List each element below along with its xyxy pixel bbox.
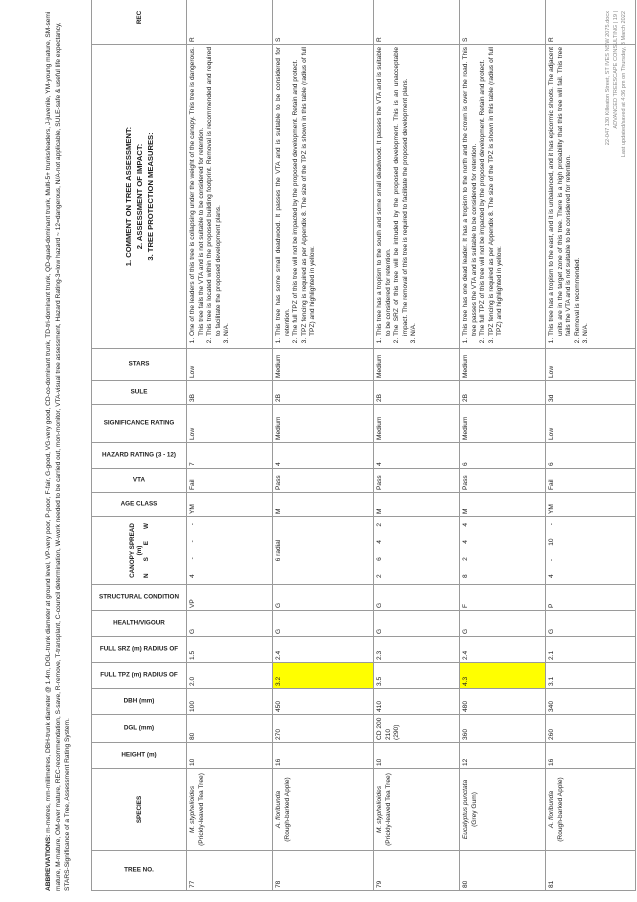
header-hazard: HAZARD RATING (3 - 12) (92, 443, 187, 469)
canopy-title: CANOPY SPREAD (m) (128, 523, 143, 578)
cell-tpz: 4.3 (460, 663, 546, 689)
cell-health: G (187, 611, 273, 637)
comment-item: 3. TPZ fencing is required as per Appendix 8. The size of the TPZ is shown in this table (radius of full TPZ) and highlighted in yellow. (488, 47, 505, 336)
table-row (273, 0, 374, 891)
cell-age: M (374, 493, 460, 517)
cell-comments (374, 45, 460, 349)
cell-srz: 1.5 (187, 637, 273, 663)
canopy-value: 8 (462, 574, 469, 578)
cell-significance: Medium (460, 405, 546, 443)
cell-health: G (374, 611, 460, 637)
cell-species (374, 769, 460, 851)
cell-srz: 2.1 (546, 637, 636, 663)
rotated-page (44, 11, 634, 891)
header-stars: STARS (92, 349, 187, 381)
table-row (460, 0, 546, 891)
cell-structural: F (460, 585, 546, 611)
cell-health: G (460, 611, 546, 637)
cell-canopy (460, 517, 546, 585)
footer-saved: Last updated/saved at 4:36 pm on Thursday, 3 March 2022 (621, 11, 627, 158)
cell-hazard: 4 (374, 443, 460, 469)
canopy-values (462, 519, 471, 582)
table-row (187, 0, 273, 891)
dir-s: S (142, 557, 150, 562)
species-scientific: A. floribunda (548, 790, 555, 829)
canopy-value: - (548, 523, 555, 526)
comment-heading-2: 2. ASSESSMENT OF IMPACT: (134, 143, 144, 250)
table-row (374, 0, 460, 891)
cell-height: 16 (273, 743, 374, 769)
canopy-value: 4 (462, 540, 469, 544)
cell-stars: Low (546, 349, 636, 381)
canopy-values (376, 519, 385, 582)
species-scientific: M. styphelioides (376, 785, 383, 834)
cell-dgl: CD 200 210 (290) (374, 715, 460, 743)
comment-item: 1. This tree has some small deadwood. It passes the VTA and is suitable to be considered for retention. (275, 47, 292, 336)
cell-dgl: 270 (273, 715, 374, 743)
comment-item: 1. This tree has a tropism to the east, and it is unbalanced, and it has epicormic shoots. The adjacent units are in the target zone of this tree. There is a high probability that this tree will fail. This tree fails the VTA and is not suitable to be considered for retention. (548, 47, 574, 336)
header-rec: REC (92, 0, 187, 45)
canopy-value: - (189, 523, 196, 526)
cell-tpz: 2.0 (187, 663, 273, 689)
cell-sule: 2B (273, 381, 374, 405)
header-canopy (92, 517, 187, 585)
cell-stars: Medium (374, 349, 460, 381)
header-height: HEIGHT (m) (92, 743, 187, 769)
header-species: SPECIES (92, 769, 187, 851)
cell-significance: Low (546, 405, 636, 443)
comment-item: 1. One of the leaders of this tree is collapsing under the weight of the canopy. This tree is dangerous. This tree fails the VTA and is not suitable to be considered for retention. (189, 47, 206, 336)
species-common: (Prickly-leaved Tea Tree) (197, 773, 205, 846)
canopy-value: - (189, 557, 196, 560)
canopy-value: 2 (376, 523, 383, 527)
cell-canopy (374, 517, 460, 585)
comment-item: 2. The full TPZ of this tree will not be impacted by the proposed development. Retain and protect. (479, 47, 488, 336)
comments-list (462, 47, 505, 346)
cell-age: YM (187, 493, 273, 517)
cell-sule: 2B (460, 381, 546, 405)
header-tpz: FULL TPZ (m) RADIUS OF (92, 663, 187, 689)
canopy-value: - (548, 558, 555, 562)
canopy-value: 6 (376, 557, 383, 561)
cell-tree-no: 77 (187, 851, 273, 891)
cell-structural: P (546, 585, 636, 611)
comments-list (548, 47, 591, 346)
canopy-value: - (189, 540, 196, 543)
canopy-values (189, 519, 198, 582)
cell-structural: VP (187, 585, 273, 611)
cell-dbh: 410 (374, 689, 460, 715)
header-row (92, 0, 187, 891)
cell-sule: 3d (546, 381, 636, 405)
cell-height: 12 (460, 743, 546, 769)
cell-canopy (546, 517, 636, 585)
cell-dgl: 80 (187, 715, 273, 743)
comment-item: 1. This tree has one dead leader. It has a tropism to the north and the crown is over the road. This tree passes the VTA and is suitable to be considered for retention. (462, 47, 479, 336)
cell-tpz: 3.2 (273, 663, 374, 689)
cell-age: M (273, 493, 374, 517)
dir-n: N (142, 573, 150, 578)
cell-rec: R (374, 0, 460, 45)
canopy-directions (143, 519, 150, 582)
cell-vta: Fail (187, 469, 273, 493)
cell-health: G (546, 611, 636, 637)
header-dbh: DBH (mm) (92, 689, 187, 715)
cell-tree-no: 80 (460, 851, 546, 891)
cell-significance: Medium (273, 405, 374, 443)
cell-srz: 2.4 (273, 637, 374, 663)
species-common: (Prickly-leaved Tea Tree) (384, 773, 392, 846)
cell-rec: S (460, 0, 546, 45)
canopy-values (548, 519, 557, 582)
cell-structural: G (273, 585, 374, 611)
canopy-value: 10 (548, 538, 555, 546)
cell-rec: R (187, 0, 273, 45)
cell-stars: Medium (273, 349, 374, 381)
species-scientific: Eucalyptus punctata (462, 779, 469, 840)
cell-structural: G (374, 585, 460, 611)
cell-canopy: 6 radial (273, 517, 374, 585)
header-health: HEALTH/VIGOUR (92, 611, 187, 637)
header-sule: SULE (92, 381, 187, 405)
comment-item: 3. N/A. (223, 47, 232, 336)
cell-tree-no: 78 (273, 851, 374, 891)
cell-tpz: 3.1 (546, 663, 636, 689)
cell-tree-no: 79 (374, 851, 460, 891)
cell-vta: Fail (546, 469, 636, 493)
species-scientific: A. floribunda (275, 790, 282, 829)
cell-tpz: 3.5 (374, 663, 460, 689)
cell-sule: 3B (187, 381, 273, 405)
comments-list (189, 47, 232, 346)
cell-significance: Low (187, 405, 273, 443)
tree-assessment-table (91, 0, 636, 891)
cell-hazard: 4 (273, 443, 374, 469)
abbreviations-lead: ABBREVIATIONS: (45, 834, 52, 891)
canopy-value: 2 (376, 574, 383, 578)
canopy-value: 4 (189, 574, 196, 578)
header-structural: STRUCTURAL CONDITION (92, 585, 187, 611)
cell-height: 10 (187, 743, 273, 769)
cell-significance: Medium (374, 405, 460, 443)
abbreviations-key (44, 11, 90, 891)
comment-heading-3: 3. TREE PROTECTION MEASURES: (145, 132, 155, 261)
cell-health: G (273, 611, 374, 637)
cell-srz: 2.4 (460, 637, 546, 663)
cell-stars: Medium (460, 349, 546, 381)
canopy-value: 4 (462, 523, 469, 527)
cell-age: M (460, 493, 546, 517)
cell-height: 10 (374, 743, 460, 769)
cell-dbh: 480 (460, 689, 546, 715)
cell-rec: S (273, 0, 374, 45)
comment-heading-1: 1. COMMENT ON TREE ASSESSMENT: (123, 126, 133, 267)
cell-vta: Pass (273, 469, 374, 493)
cell-dgl: 260 (546, 715, 636, 743)
species-common: (Grey Gum) (470, 792, 478, 827)
canopy-value: 2 (462, 557, 469, 561)
cell-species (546, 769, 636, 851)
cell-vta: Pass (460, 469, 546, 493)
comments-list (275, 47, 318, 346)
cell-dgl: 360 (460, 715, 546, 743)
comment-item: 3. N/A. (410, 47, 419, 336)
comment-item: 3. TPZ fencing is required as per Appendix 8. The size of the TPZ is shown in this table (radius of full TPZ) and highlighted in yellow. (301, 47, 318, 336)
cell-sule: 2B (374, 381, 460, 405)
cell-comments (460, 45, 546, 349)
cell-dbh: 100 (187, 689, 273, 715)
dir-w: W (142, 523, 150, 529)
comments-list (376, 47, 419, 346)
footer-file: 22-047 130 Killeaton Street, ST IVES NSW 2075.docx (605, 11, 611, 146)
header-vta: VTA (92, 469, 187, 493)
cell-species (187, 769, 273, 851)
header-age: AGE CLASS (92, 493, 187, 517)
abbreviations-text: m-metres, mm-millimetres, DBH-trunk diameter @ 1.4m, DGL-trunk diameter at ground level, VP-very poor, P-poor, F-fair, G-good, VG-very good, CD-co-dominant trunk, TD-tri-dominant trunk, QD-quad-dominant trunk, Multi-5+ trunks/leaders, J-juvenile, YM-young mature, SM-semi mature, M-mature, OM-over mature, REC-recommendation, S-save, R-remove, T-transplant, C-council determination, W-work needed to be carried out, mon-monitor, VTA-visual tree assessment, Hazard Rating-3=low hazard ~ 12=dangerous, N/A-not applicable, SULE-safe & useful life expectancy, STARS-Significance of a Tree, Assessment Rating System. (45, 11, 72, 891)
cell-height: 16 (546, 743, 636, 769)
cell-rec: R (546, 0, 636, 45)
comment-item: 2. The full TPZ of this tree will not be impacted by the proposed development. Retain and protect. (292, 47, 301, 336)
cell-dbh: 450 (273, 689, 374, 715)
cell-hazard: 7 (187, 443, 273, 469)
page-footer (604, 11, 628, 331)
cell-stars: Low (187, 349, 273, 381)
cell-hazard: 6 (460, 443, 546, 469)
cell-comments (273, 45, 374, 349)
header-srz: FULL SRZ (m) RADIUS OF (92, 637, 187, 663)
header-tree-no: TREE NO. (92, 851, 187, 891)
species-common: (Rough-barked Apple) (556, 777, 564, 842)
footer-company: ADVANCED TREESCAPE CONSULTING | 19 | (613, 11, 619, 129)
cell-species (273, 769, 374, 851)
cell-vta: Pass (374, 469, 460, 493)
comment-item: 2. Removal is recommended. (574, 47, 583, 336)
header-significance: SIGNIFICANCE RATING (92, 405, 187, 443)
comment-item: 1. This tree has a tropism to the south and some small deadwood. It passes the VTA and is suitable to be considered for retention. (376, 47, 393, 336)
canopy-value: 4 (376, 540, 383, 544)
cell-hazard: 6 (546, 443, 636, 469)
cell-comments (187, 45, 273, 349)
dir-e: E (142, 541, 150, 546)
canopy-value: 4 (548, 574, 555, 578)
cell-dbh: 340 (546, 689, 636, 715)
comment-item: 3. N/A. (582, 47, 591, 336)
header-dgl: DGL (mm) (92, 715, 187, 743)
cell-tree-no: 81 (546, 851, 636, 891)
cell-srz: 2.3 (374, 637, 460, 663)
comment-item: 2. This tree is located within the proposed building footprint. Removal is recommended and required to facilitate the proposed development plans. (206, 47, 223, 336)
species-common: (Rough-barked Apple) (283, 777, 291, 842)
cell-age: YM (546, 493, 636, 517)
cell-species (460, 769, 546, 851)
comment-item: 2. The SRZ of this tree will be intruded by the proposed development. This is an unacceptable impact. The removal of this tree is required to facilitate the proposed development plans. (393, 47, 410, 336)
header-comments (92, 45, 187, 349)
species-scientific: M. styphelioides (189, 785, 196, 834)
cell-canopy (187, 517, 273, 585)
